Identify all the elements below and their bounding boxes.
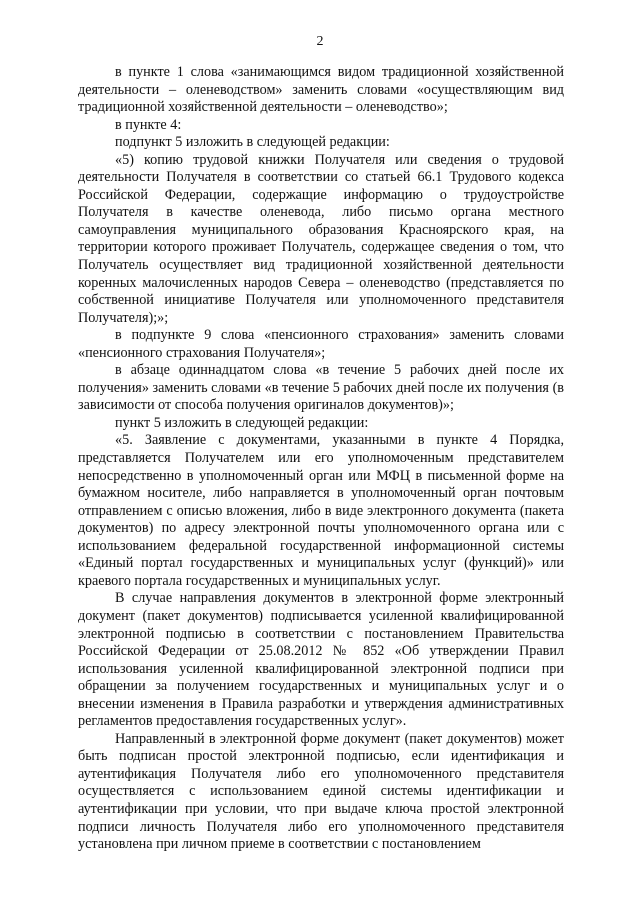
paragraph: в пункте 1 слова «занимающимся видом традиционной хозяйственной деятельности – оленеводством» заменить словами «осуществляющим вид традиционной хозяйственной деятельности – оленеводство»; (78, 64, 564, 116)
paragraph: «5. Заявление с документами, указанными в пункте 4 Порядка, представляется Получателем или его уполномоченным представителем непосредственно в уполномоченный орган или МФЦ в письменной форме на бумажном носителе, либо направляется в уполномоченный орган почтовым отправлением с описью вложения, либо в виде электронного документа (пакета документов) по адресу электронной почты уполномоченного органа или с использованием федеральной государственной информационной системы «Единый портал государственных и муниципальных услуг (функций)» или краевого портала государственных и муниципальных услуг. (78, 432, 564, 589)
page-number: 2 (316, 34, 324, 49)
paragraph: Направленный в электронной форме документ (пакет документов) может быть подписан простой электронной подписью, если идентификация и аутентификация Получателя либо его уполномоченного представителя осуществляется с использованием единой системы идентификации и аутентификации при условии, что при выдаче ключа простой электронной подписи личность Получателя либо его уполномоченного представителя установлена при личном приеме в соответствии с постановлением (78, 730, 564, 853)
paragraph: в абзаце одиннадцатом слова «в течение 5 рабочих дней после их получения» заменить словами «в течение 5 рабочих дней после их получения (в зависимости от способа получения оригиналов документов)»; (78, 362, 564, 414)
paragraph: в пункте 4: (115, 116, 182, 133)
paragraph: подпункт 5 изложить в следующей редакции: (115, 134, 390, 151)
paragraph: пункт 5 изложить в следующей редакции: (115, 414, 369, 431)
document-body (78, 64, 564, 854)
paragraph: в подпункте 9 слова «пенсионного страхования» заменить словами «пенсионного страхования Получателя»; (78, 327, 564, 361)
paragraph: В случае направления документов в электронной форме электронный документ (пакет документов) подписывается усиленной квалифицированной электронной подписью в соответствии с постановлением Правительства Российской Федерации от 25.08.2012 № 852 «Об утверждении Правил использования усиленной квалифицированной электронной подписи при обращении за получением государственных и муниципальных услуг и о внесении изменения в Правила разработки и утверждения административных регламентов предоставления государственных услуг». (78, 590, 564, 730)
paragraph: «5) копию трудовой книжки Получателя или сведения о трудовой деятельности Получателя в соответствии со статьей 66.1 Трудового кодекса Российской Федерации, содержащие информацию о трудоустройстве Получателя в качестве оленевода, либо письмо органа местного самоуправления муниципального образования Красноярского края, на территории которого проживает Получатель, содержащее сведения о том, что Получатель осуществляет вид традиционной хозяйственной деятельности коренных малочисленных народов Севера – оленеводство (представляется по собственной инициативе Получателя или уполномоченного представителя Получателя);»; (78, 151, 564, 326)
